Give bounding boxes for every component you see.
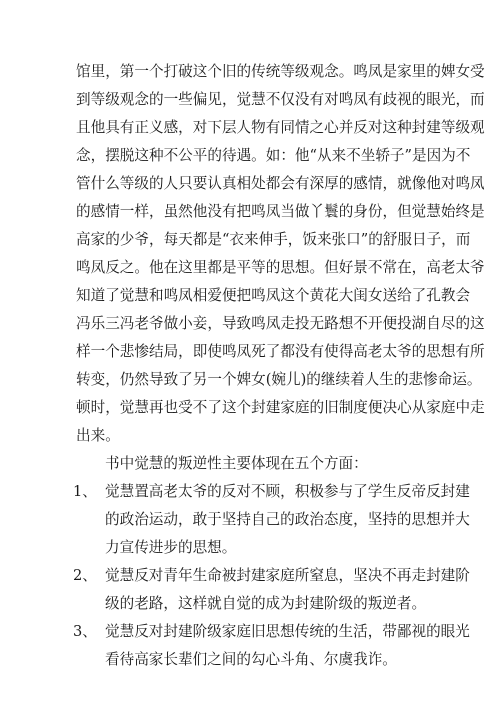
paragraph-line: 鸣凤反之。他在这里都是平等的思想。但好景不常在，高老太爷 — [76, 259, 485, 276]
list-intro: 书中觉慧的叛逆性主要体现在五个方面： — [105, 455, 368, 472]
paragraph-line: 知道了觉慧和鸣凤相爱便把鸣凤这个黄花大闺女送给了孔教会 — [76, 287, 471, 304]
paragraph-line: 且他具有正义感，对下层人物有同情之心并反对这种封建等级观 — [76, 119, 485, 136]
list-item-1 — [73, 478, 470, 562]
paragraph-line: 的感情一样，虽然他没有把鸣凤当做丫鬟的身份，但觉慧始终是 — [76, 203, 485, 220]
list-item-line: 觉慧反对青年生命被封建家庭所窒息，坚决不再走封建阶 — [105, 567, 470, 584]
paragraph-line: 到等级观念的一些偏见，觉慧不仅没有对鸣凤有歧视的眼光，而 — [76, 91, 485, 108]
paragraph-line: 冯乐三冯老爷做小妾，导致鸣凤走投无路想不开便投湖自尽的这 — [76, 315, 485, 332]
document-body — [73, 58, 485, 674]
paragraph-line: 样一个悲惨结局，即使鸣凤死了都没有使得高老太爷的思想有所 — [76, 343, 485, 360]
paragraph-line: 高家的少爷，每天都是“衣来伸手，饭来张口”的舒服日子，而 — [76, 231, 471, 248]
list-item-line: 力宣传进步的思想。 — [105, 539, 237, 556]
list-item-number: 2、 — [73, 567, 97, 584]
paragraph-line: 出来。 — [76, 427, 120, 444]
list-item-line: 级的老路，这样就自觉的成为封建阶级的叛逆者。 — [105, 595, 427, 612]
list-item-3 — [73, 618, 470, 674]
list-item-2 — [73, 562, 470, 618]
opening-paragraph — [76, 58, 485, 450]
list-item-line: 看待高家长辈们之间的勾心斗角、尔虞我诈。 — [105, 651, 397, 668]
paragraph-line: 顿时，觉慧再也受不了这个封建家庭的旧制度便决心从家庭中走 — [76, 399, 485, 416]
paragraph-line: 念，摆脱这种不公平的待遇。如：他“从来不坐轿子”是因为不 — [76, 147, 471, 164]
list-item-line: 觉慧置高老太爷的反对不顾，积极参与了学生反帝反封建 — [105, 483, 470, 500]
paragraph-line: 管什么等级的人只要认真相处都会有深厚的感情，就像他对鸣凤 — [76, 175, 485, 192]
list-item-line: 的政治运动，敢于坚持自己的政治态度，坚持的思想并大 — [105, 511, 470, 528]
paragraph-line: 转变，仍然导致了另一个婢女(婉儿)的继续着人生的悲惨命运。 — [76, 371, 482, 388]
list-item-line: 觉慧反对封建阶级家庭旧思想传统的生活，带鄙视的眼光 — [105, 623, 470, 640]
paragraph-line: 馆里，第一个打破这个旧的传统等级观念。鸣凤是家里的婢女受 — [76, 63, 485, 80]
list-item-number: 1、 — [73, 483, 97, 500]
list-item-number: 3、 — [73, 623, 97, 640]
